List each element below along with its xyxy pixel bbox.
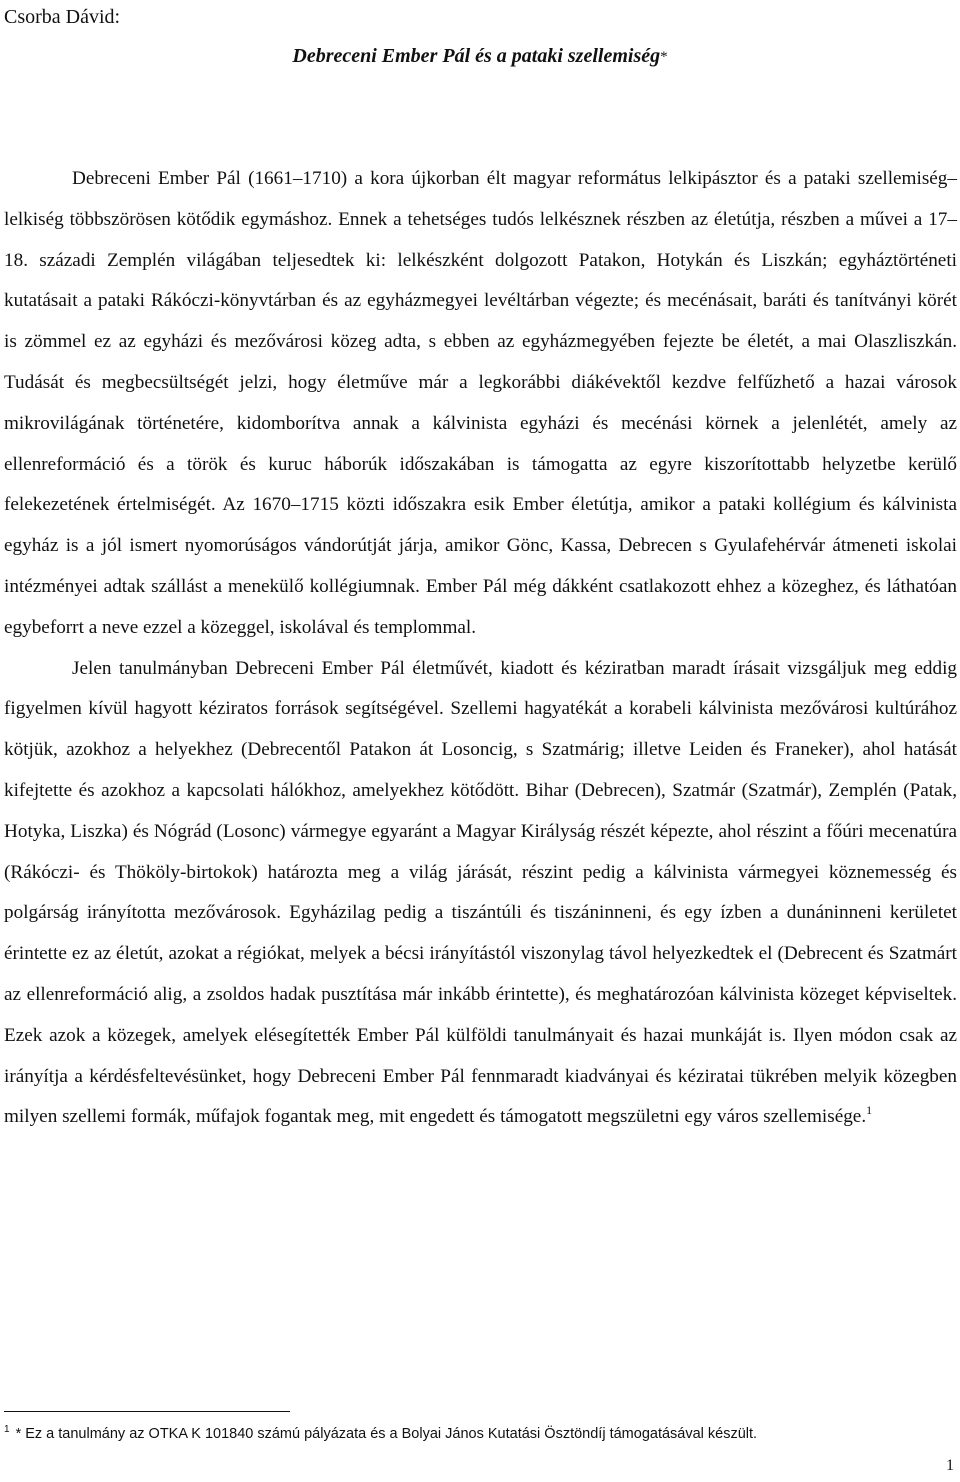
paragraph-1 bbox=[4, 159, 957, 649]
author-name: Csorba Dávid: bbox=[4, 6, 121, 28]
paragraph-2-text: Jelen tanulmányban Debreceni Ember Pál életművét, kiadott és kéziratban maradt írásait vizsgáljuk meg eddig figyelmen kívül hagyott kéziratos források segítségével. Szellemi hagyatékát a korabeli kálvinista mezővárosi kultúrához kötjük, azokhoz a helyekhez (Debrecentől Patakon át Losoncig, s Szatmárig; illetve Leiden és Franeker), ahol hatását kifejtette és azokhoz a kapcsolati hálókhoz, amelyekhez kötődött. Bihar (Debrecen), Szatmár (Szatmár), Zemplén (Patak, Hotyka, Liszka) és Nógrád (Losonc) vármegye egyaránt a Magyar Királyság részét képezte, ahol részint a főúri mecenatúra (Rákóczi- és Thököly-birtokok) határozta meg a világ járását, részint pedig a kálvinista vármegyei köznemesség és polgárság irányította mezővárosok. Egyházilag pedig a tiszántúli és tiszáninneni, és egy ízben a dunáninneni kerületet érintette ez az életút, azokat a régiókat, melyek a bécsi irányítástól viszonylag távol helyezkedtek el (Debrecent és Szatmárt az ellenreformáció alig, a zsoldos hadak pusztítása már inkább érintette), és meghatározóan kálvinista közeget képviseltek. Ezek azok a közegek, amelyek elésegítették Ember Pál külföldi tanulmányait és hazai munkáját is. Ilyen módon csak az irányítja a kérdésfeltevésünket, hogy Debreceni Ember Pál fennmaradt kiadványai és kéziratai tükrében melyik közegben milyen szellemi formák, műfajok fogantak meg, mit engedett és támogatott megszületni egy város szellemisége. bbox=[4, 657, 957, 1128]
paragraph-2 bbox=[4, 649, 957, 1139]
footnote bbox=[4, 1424, 954, 1444]
page-number: 1 bbox=[946, 1457, 954, 1474]
footnote-number: 1 bbox=[4, 1424, 10, 1435]
footnote-divider bbox=[4, 1411, 290, 1412]
title-footnote-mark: * bbox=[660, 49, 668, 65]
title-text: Debreceni Ember Pál és a pataki szellemiség bbox=[292, 45, 661, 67]
paragraph-1-text: Debreceni Ember Pál (1661–1710) a kora újkorban élt magyar református lelkipásztor és a pataki szellemiség–lelkiség többszörösen kötődik egymáshoz. Ennek a tehetséges tudós lelkésznek részben az életútja, részben a művei a 17–18. századi Zemplén világában teljesedtek ki: lelkészként dolgozott Patakon, Hotykán és Liszkán; egyháztörténeti kutatásait a pataki Rákóczi-könyvtárban és az egyházmegyei levéltárban végezte; és mecénásait, baráti és tanítványi körét is zömmel ez az egyházi és mezővárosi közeg adta, s ebben az egyházmegyében fejezte be életét, a mai Olaszliszkán. Tudását és megbecsültségét jelzi, hogy életműve már a legkorábbi diákévektől kezdve felfűzhető a hazai városok mikrovilágának történetére, kidomborítva annak a kálvinista egyházi és mecénási körnek a jelenlétét, amely az ellenreformáció és a török és kuruc háborúk időszakában is támogatta az egyre kiszorítottabb helyzetbe kerülő felekezetének értelmiségét. Az 1670–1715 közti időszakra esik Ember életútja, amikor a pataki kollégium és kálvinista egyház is a jól ismert nyomorúságos vándorútját járja, amikor Gönc, Kassa, Debrecen s Gyulafehérvár átmeneti iskolai intézményei adtak szállást a menekülő kollégiumnak. Ember Pál még dákként csatlakozott ehhez a közeghez, és láthatóan egybeforrt a neve ezzel a közeggel, iskolával és templommal. bbox=[4, 168, 957, 638]
footnote-reference: 1 bbox=[866, 1103, 873, 1118]
article-body bbox=[4, 159, 957, 1138]
footnote-text: * Ez a tanulmány az OTKA K 101840 számú pályázata és a Bolyai János Kutatási Ösztöndíj támogatásával készült. bbox=[15, 1426, 758, 1442]
article-title bbox=[0, 43, 960, 70]
